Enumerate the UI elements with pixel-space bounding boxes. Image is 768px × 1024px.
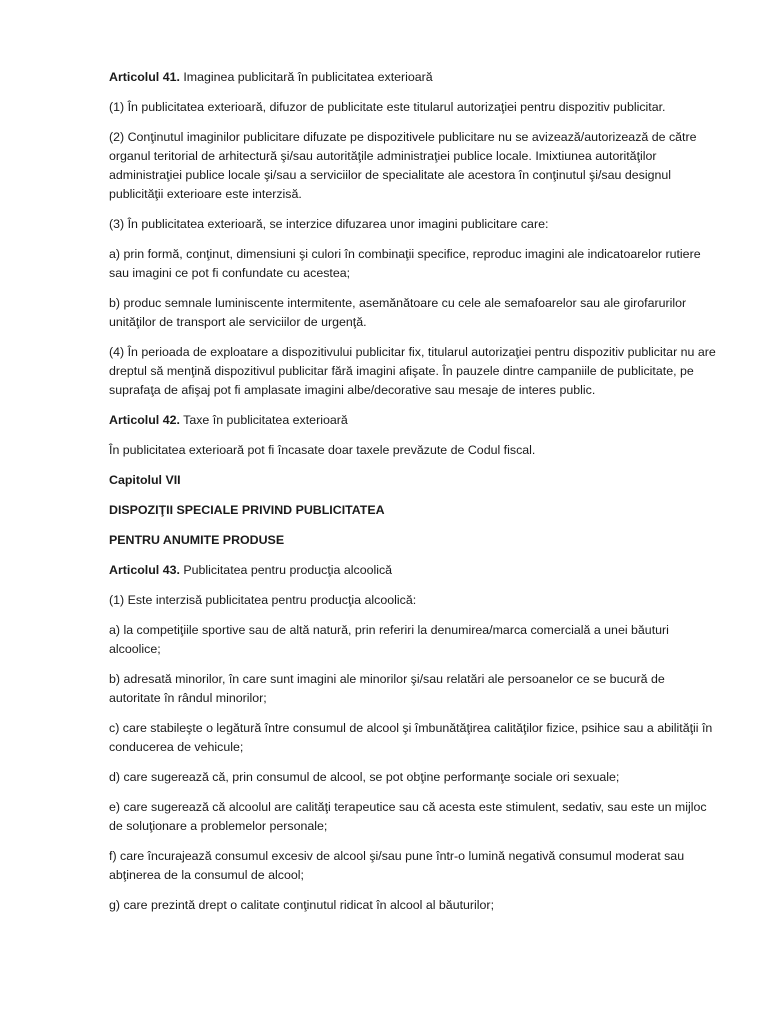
document-page — [109, 68, 717, 926]
article-title: Publicitatea pentru producţia alcoolică — [179, 563, 393, 577]
paragraph: (3) În publicitatea exterioară, se interzice difuzarea unor imagini publicitare care: — [109, 217, 549, 231]
list-item: d) care sugerează că, prin consumul de alcool, se pot obţine performanţe sociale ori sexuale; — [109, 770, 620, 784]
paragraph: (4) În perioada de exploatare a dispozitivului publicitar fix, titularul autorizaţiei pentru dispozitiv publicitar nu are dreptul să menţină dispozitivul publicitar fără imagini afişate. În pauzele dintre campaniile de publicitate, pe suprafaţa de afişaj pot fi amplasate imagini albe/decorative sau mesaje de interes public. — [109, 345, 716, 397]
article-43-heading — [109, 561, 717, 580]
article-41-heading — [109, 68, 717, 87]
article-number: Articolul 42. — [109, 413, 180, 427]
list-item: b) adresată minorilor, în care sunt imagini ale minorilor şi/sau relatări ale persoanelor ce se bucură de autoritate în rândul minorilor; — [109, 672, 665, 705]
list-item: a) la competiţiile sportive sau de altă natură, prin referiri la denumirea/marca comercială a unei băuturi alcoolice; — [109, 623, 669, 656]
list-item: b) produc semnale luminiscente intermitente, asemănătoare cu cele ale semafoarelor sau ale girofarurilor unităţilor de transport ale serviciilor de urgenţă. — [109, 296, 687, 329]
chapter-title: DISPOZIŢII SPECIALE PRIVIND PUBLICITATEA — [109, 503, 385, 517]
list-item: a) prin formă, conţinut, dimensiuni şi culori în combinaţii specifice, reproduc imagini ale indicatoarelor rutiere sau imagini ce pot fi confundate cu acestea; — [109, 247, 701, 280]
article-42-heading — [109, 411, 717, 430]
paragraph: (1) Este interzisă publicitatea pentru producţia alcoolică: — [109, 593, 417, 607]
paragraph: (1) În publicitatea exterioară, difuzor de publicitate este titularul autorizaţiei pentru dispozitiv publicitar. — [109, 100, 666, 114]
list-item: c) care stabileşte o legătură între consumul de alcool şi îmbunătăţirea calităţilor fizice, psihice sau a abilităţii în conducerea de vehicule; — [109, 721, 713, 754]
article-title: Imaginea publicitară în publicitatea exterioară — [179, 70, 433, 84]
article-title: Taxe în publicitatea exterioară — [179, 413, 348, 427]
chapter-title: PENTRU ANUMITE PRODUSE — [109, 533, 285, 547]
paragraph: (2) Conţinutul imaginilor publicitare difuzate pe dispozitivele publicitare nu se avizează/autorizează de către organul teritorial de arhitectură şi/sau autorităţile administraţiei publice locale. Imixtiunea autorităţilor administraţiei publice locale şi/sau a serviciilor de specialitate ale acestora în conţinutul şi/sau designul publicităţii exterioare este interzisă. — [109, 130, 697, 201]
list-item: f) care încurajează consumul excesiv de alcool şi/sau pune într-o lumină negativă consumul moderat sau abţinerea de la consumul de alcool; — [109, 849, 685, 882]
list-item: e) care sugerează că alcoolul are calităţi terapeutice sau că acesta este stimulent, sedativ, sau este un mijloc de soluţionare a problemelor personale; — [109, 800, 707, 833]
paragraph: În publicitatea exterioară pot fi încasate doar taxele prevăzute de Codul fiscal. — [109, 443, 536, 457]
chapter-label: Capitolul VII — [109, 473, 181, 487]
article-number: Articolul 41. — [109, 70, 180, 84]
article-number: Articolul 43. — [109, 563, 180, 577]
list-item: g) care prezintă drept o calitate conţinutul ridicat în alcool al băuturilor; — [109, 898, 495, 912]
